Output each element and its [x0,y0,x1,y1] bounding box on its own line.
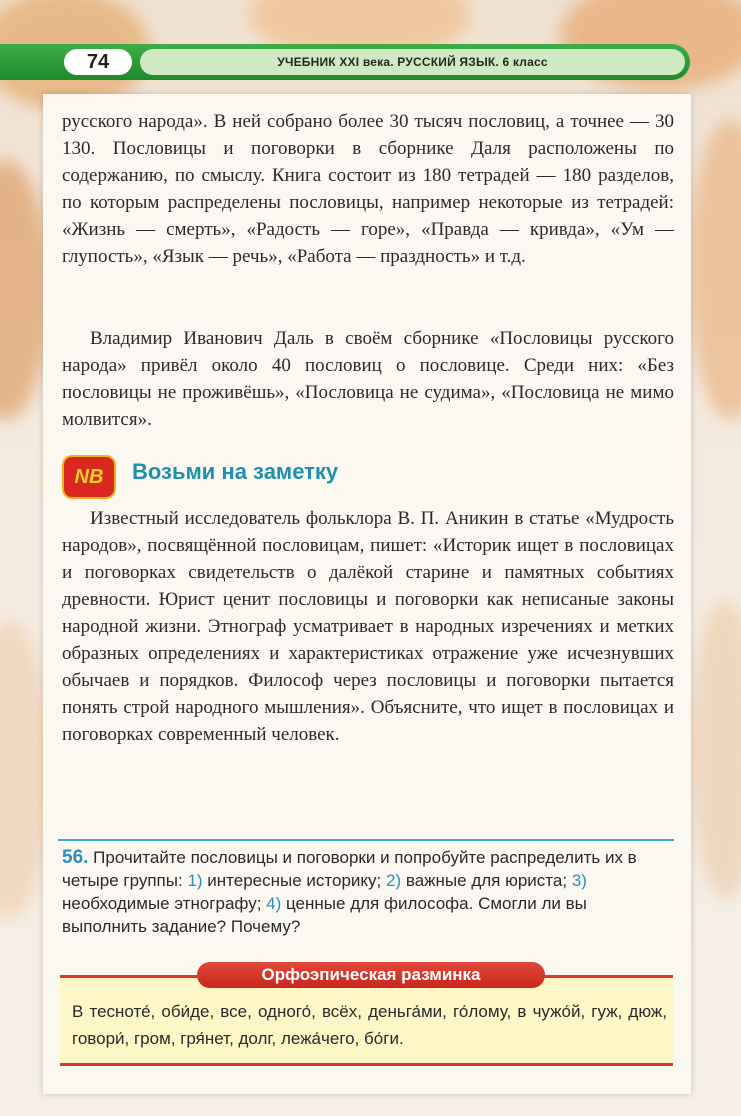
option-1-text: интересные историку; [207,871,382,890]
paragraph-1: русского народа». В ней собрано более 30 тысяч пословиц, а точнее — 30 130. Пословицы и поговорки в сборнике Даля расположены по содержанию, по смыслу. Книга состоит из 180 тетрадей — 180 разделов, по которым распределены пословицы, например некоторые из тетрадей: «Жизнь — смерть», «Радость — горе», «Правда — кривда», «Ум — глупость», «Язык — речь», «Работа — праздность» и т.д. [62,111,674,267]
book-title: УЧЕБНИК XXI века. РУССКИЙ ЯЗЫК. 6 класс [140,49,685,75]
warmup-title: Орфоэпическая разминка [197,962,545,988]
exercise-number: 56. [62,847,89,868]
warmup-text: В тесноте́, оби́де, все, одного́, всёх, деньга́ми, го́лому, в чужо́й, гуж, дюж, говори́, гром, гря́нет, долг, лежа́чего, бо́ги. [72,1002,667,1048]
option-2-text: важные для юриста; [405,871,568,890]
page-number: 74 [64,49,132,75]
note-title: Возьми на заметку [132,459,339,484]
option-3-marker: 3) [571,871,587,890]
paragraph-3: Известный исследователь фольклора В. П. Аникин в статье «Мудрость народов», посвящённой пословицам, пишет: «Историк ищет в пословицах и поговорках свидетельств о далёкой старине и памятных событиях древности. Юрист ценит пословицы и поговорки как неписаные законы народной жизни. Этнограф усматривает в народных изречениях и метких образных определениях и характеристиках отражение уже исчезнувших обычаев и порядков. Философ через пословицы и поговорки пытается понять строй народного мышления». Объясните, что ищет в пословицах и поговорках современный человек. [62,508,674,745]
option-2-marker: 2) [386,871,402,890]
section-divider [58,839,674,841]
warmup-bottom-line [60,1063,673,1066]
option-3-text: необходимые этнографу; [62,894,262,913]
exercise-outro: Смогли ли вы выполнить задание? Почему? [62,894,587,936]
nb-icon: NB [62,455,116,499]
paragraph-2: Владимир Иванович Даль в своём сборнике «Пословицы русского народа» привёл около 40 пословиц о пословице. Среди них: «Без пословицы не проживёшь», «Пословица не судима», «Пословица не мимо молвится». [62,328,674,430]
option-4-marker: 4) [266,894,282,913]
exercise-56 [62,846,672,938]
option-4-text: ценные для философа. [286,894,474,913]
exercise-intro: Прочитайте пословицы и поговорки и попробуйте распределить их в четыре группы: [62,848,637,890]
option-1-marker: 1) [187,871,203,890]
